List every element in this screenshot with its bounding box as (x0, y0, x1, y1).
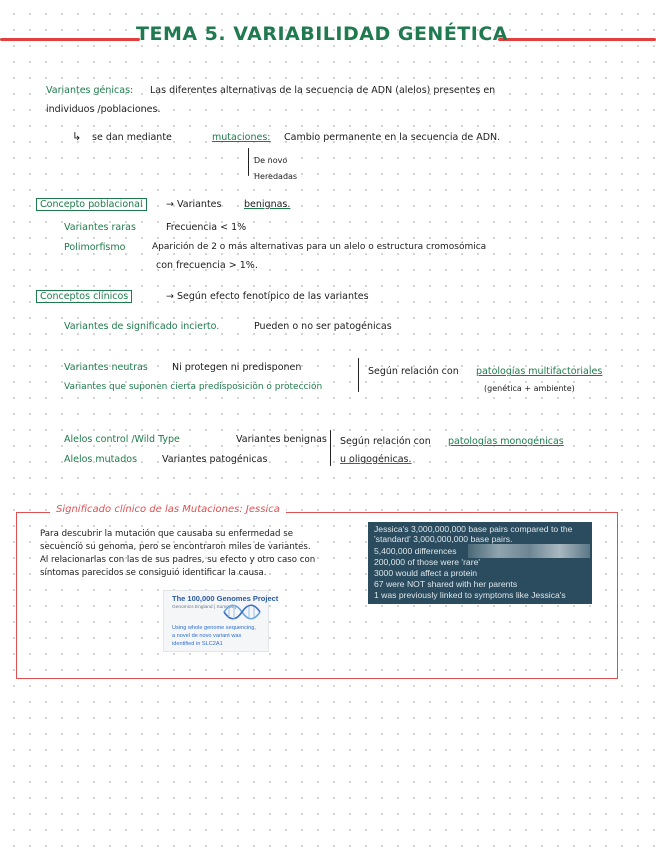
sub-de-novo: De novo (254, 156, 288, 165)
jessica-line-1: Para descubrir la mutación que causaba su enfermedad se (40, 529, 293, 539)
arrow-text1: se dan mediante (92, 132, 172, 143)
brace2-monogenicas: patologías monogénicas (448, 436, 564, 447)
mutados-label: Alelos mutados (64, 454, 138, 465)
card-body-3: identified in SLC2A1 (172, 641, 223, 647)
jessica-data-panel (368, 522, 592, 604)
incierto-label: Variantes de significado incierto. (64, 321, 220, 332)
jessica-legend: Significado clínico de las Mutaciones: Jessica (50, 504, 286, 515)
raras-label: Variantes raras (64, 222, 136, 233)
card-body-2: a novel de novo variant was (172, 633, 242, 639)
brace1-text: Según relación con (368, 366, 459, 377)
brace1-multifactoriales: patologías multifactoriales (476, 366, 603, 377)
dna-strip-image (468, 544, 590, 558)
polimorfismo-label: Polimorfismo (64, 242, 126, 253)
variantes-text2: individuos /poblaciones. (46, 104, 161, 115)
predisposicion-label: Variantes que suponen cierta predisposición o protección (64, 382, 323, 392)
title-line-right (498, 38, 656, 41)
data-line-2: 'standard' 3,000,000,000 base pairs. (374, 534, 513, 544)
data-line-3: 5,400,000 differences (374, 546, 457, 556)
brace2-text: Según relación con (340, 436, 431, 447)
variantes-label: Variantes génicas: (46, 85, 134, 96)
brace-1 (358, 358, 359, 392)
data-line-6: 67 were NOT shared with her parents (374, 579, 518, 589)
conceptos-clinicos-box: Conceptos clínicos (36, 290, 132, 303)
control-label: Alelos control /Wild Type (64, 434, 180, 445)
arrow-mutaciones: mutaciones: (212, 132, 271, 143)
variantes-text: Las diferentes alternativas de la secuencia de ADN (alelos) presentes en (150, 85, 496, 96)
arrow-text2: Cambio permanente en la secuencia de ADN. (284, 132, 501, 143)
arrow-icon: ↳ (72, 130, 82, 143)
sub-brace (248, 148, 249, 176)
jessica-line-2: secuenció su genoma, pero se encontraron miles de variantes. (40, 542, 311, 552)
jessica-paragraph (40, 528, 366, 580)
brace2-oligogenicas: u oligogénicas. (340, 454, 412, 465)
page-title: TEMA 5. VARIABILIDAD GENÉTICA (136, 23, 508, 45)
clinico-arrow: → Según efecto fenotípico de las variantes (166, 291, 369, 302)
polimorfismo-text: Aparición de 2 o más alternativas para un alelo o estructura cromosómica (152, 242, 487, 252)
card-title: The 100,000 Genomes Project (172, 594, 279, 603)
data-line-1: Jessica's 3,000,000,000 base pairs compared to the (374, 524, 573, 534)
genomes-project-card (163, 590, 279, 652)
dna-icon (222, 603, 262, 621)
data-line-7: 1 was previously linked to symptoms like Jessica's (374, 590, 566, 600)
data-line-5: 3000 would affect a protein (374, 568, 478, 578)
card-subtitle: Genomics England | Summary (172, 605, 237, 610)
polimorfismo-text2: con frecuencia > 1%. (156, 260, 258, 271)
jessica-line-4: síntomas parecidos se consiguió identificar la causa. (40, 568, 267, 578)
raras-text: Frecuencia < 1% (166, 222, 247, 233)
brace-2 (330, 430, 331, 466)
jessica-line-3: Al relacionarlas con las de sus padres, su efecto y otro caso con (40, 555, 316, 565)
title-line-left (0, 38, 140, 41)
concepto-poblacional-box: Concepto poblacional (36, 198, 147, 211)
card-body-1: Using whole genome sequencing, (172, 625, 256, 631)
data-line-4: 200,000 of those were 'rare' (374, 557, 480, 567)
incierto-text: Pueden o no ser patogénicas (254, 321, 392, 332)
neutras-label: Variantes neutras (64, 362, 148, 373)
mutados-text: Variantes patogénicas (162, 454, 268, 465)
poblacional-benignas: benignas. (244, 199, 291, 210)
sub-heredadas: Heredadas (254, 172, 298, 181)
control-text: Variantes benignas (236, 434, 327, 445)
neutras-text: Ni protegen ni predisponen (172, 362, 302, 373)
poblacional-arrow: → Variantes (166, 199, 222, 210)
brace1-genetica: (genética + ambiente) (484, 384, 575, 393)
